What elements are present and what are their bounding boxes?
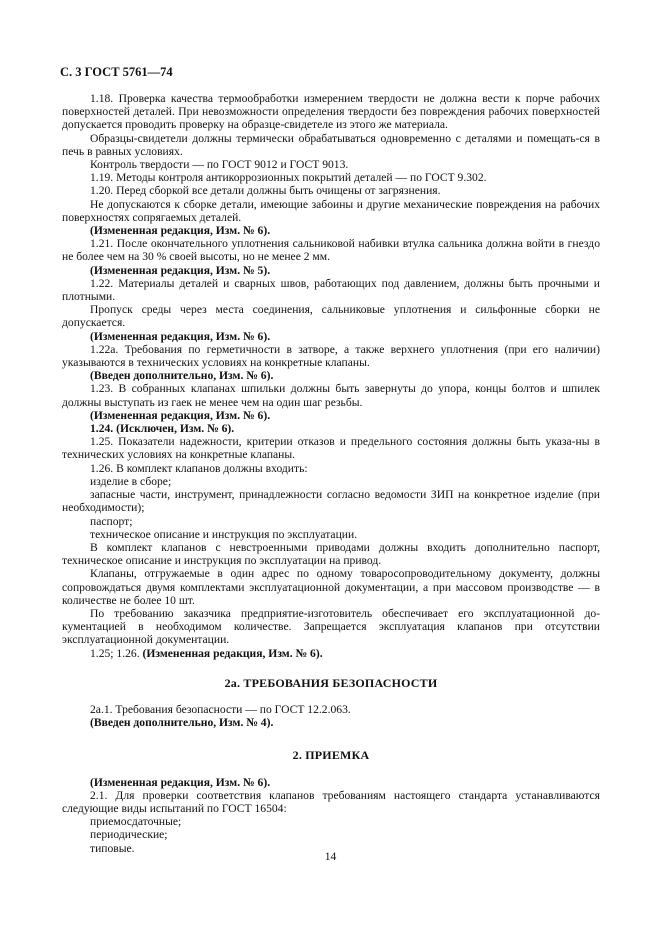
- list-item: паспорт;: [90, 514, 133, 528]
- paragraph: По требованию заказчика предприятие-изготовитель обеспечивает его эксплуатационной до-кументацией в необходимом количестве. Запрещается эксплуатация клапанов при отсутствии эксплуатационной документации.: [62, 606, 600, 647]
- paragraph: Контроль твердости — по ГОСТ 9012 и ГОСТ 9013.: [90, 158, 349, 172]
- paragraph: Не допускаются к сборке детали, имеющие забоины и другие механические повреждения на рабочих поверхностях сопрягаемых деталей.: [62, 197, 600, 224]
- amendment-note: (Введен дополнительно, Изм. № 4).: [90, 716, 274, 730]
- paragraph-1-22a: 1.22а. Требования по герметичности в затворе, а также верхнего уплотнения (при его наличии) указываются в технических условиях на конкретные клапаны.: [62, 342, 600, 370]
- paragraph-1-19: 1.19. Методы контроля антикоррозионных покрытий деталей — по ГОСТ 9.302.: [90, 171, 487, 185]
- paragraph-1-25: 1.25. Показатели надежности, критерии отказов и предельного состояния должны быть указа-ны в технических условиях на конкретные клапаны.: [62, 435, 600, 462]
- page-number: 14: [324, 850, 337, 863]
- paragraph: В комплект клапанов с невстроенными приводами должны входить дополнительно паспорт, техническое описание и инструкция по эксплуатации на привод.: [62, 540, 600, 568]
- clause-ref: 1.25; 1.26.: [90, 646, 140, 660]
- list-item: типовые.: [90, 841, 135, 855]
- paragraph: Клапаны, отгружаемые в один адрес по одному товаросопроводительному документу, должны сопровождаться двумя комплектами эксплуатационной документации, а при массовом производстве — в количестве не более 10 шт.: [62, 567, 600, 607]
- paragraph-1-24: 1.24. (Исключен, Изм. № 6).: [90, 422, 235, 436]
- document-body: [62, 92, 600, 855]
- amendment-note: (Измененная редакция, Изм. № 6).: [90, 224, 271, 238]
- amendment-note: (Измененная редакция, Изм. № 6).: [90, 775, 271, 789]
- list-item: периодические;: [90, 828, 168, 842]
- amendment-note: (Измененная редакция, Изм. № 6).: [90, 329, 271, 343]
- paragraph-1-18: 1.18. Проверка качества термообработки измерением твердости не должна вести к порче рабочих поверхностей деталей. При невозможности определения твердости без повреждения рабочих поверхностей допускается проводить проверку на образце-свидетеле из этого же материала.: [62, 92, 600, 132]
- amendment-note: (Введен дополнительно, Изм. № 6).: [90, 369, 274, 383]
- paragraph-amendment: [62, 647, 600, 660]
- list-item: техническое описание и инструкция по эксплуатации.: [90, 527, 358, 541]
- amendment-note: (Измененная редакция, Изм. № 6).: [90, 408, 271, 422]
- paragraph: Пропуск среды через места соединения, сальниковые уплотнения и сильфонные сборки не допускается.: [62, 303, 600, 330]
- paragraph-1-22: 1.22. Материалы деталей и сварных швов, работающих под давлением, должны быть прочными и плотными.: [62, 276, 600, 304]
- paragraph-2-1: 2.1. Для проверки соответствия клапанов требованиям настоящего стандарта устанавливаются следующие виды испытаний по ГОСТ 16504:: [62, 788, 600, 815]
- section-2-title: 2. ПРИЕМКА: [292, 748, 370, 763]
- paragraph-1-26: 1.26. В комплект клапанов должны входить:: [90, 461, 308, 475]
- paragraph-1-21: 1.21. После окончательного уплотнения сальниковой набивки втулка сальника должна войти в гнездо не более чем на 30 % своей высоты, но не менее 2 мм.: [62, 237, 600, 264]
- paragraph-2a-1: 2а.1. Требования безопасности — по ГОСТ 12.2.063.: [90, 702, 351, 716]
- paragraph: Образцы-свидетели должны термически обрабатываться одновременно с деталями и помещать-ся в печь в равных условиях.: [62, 131, 600, 158]
- paragraph-1-23: 1.23. В собранных клапанах шпильки должны быть завернуты до упора, концы болтов и шпилек должны выступать из гаек не менее чем на один шаг резьбы.: [62, 382, 600, 409]
- paragraph-1-20: 1.20. Перед сборкой все детали должны быть очищены от загрязнения.: [90, 184, 441, 198]
- section-2a-title: 2а. ТРЕБОВАНИЯ БЕЗОПАСНОСТИ: [224, 675, 438, 690]
- amendment-note: (Измененная редакция, Изм. № 5).: [90, 263, 271, 277]
- page-header: С. 3 ГОСТ 5761—74: [60, 65, 173, 79]
- amendment-note: (Измененная редакция, Изм. № 6).: [142, 646, 323, 660]
- list-item: приемосдаточные;: [90, 815, 182, 829]
- list-item: запасные части, инструмент, принадлежности согласно ведомости ЗИП на конкретное изделие (при необходимости);: [62, 488, 600, 515]
- list-item: изделие в сборе;: [90, 474, 172, 488]
